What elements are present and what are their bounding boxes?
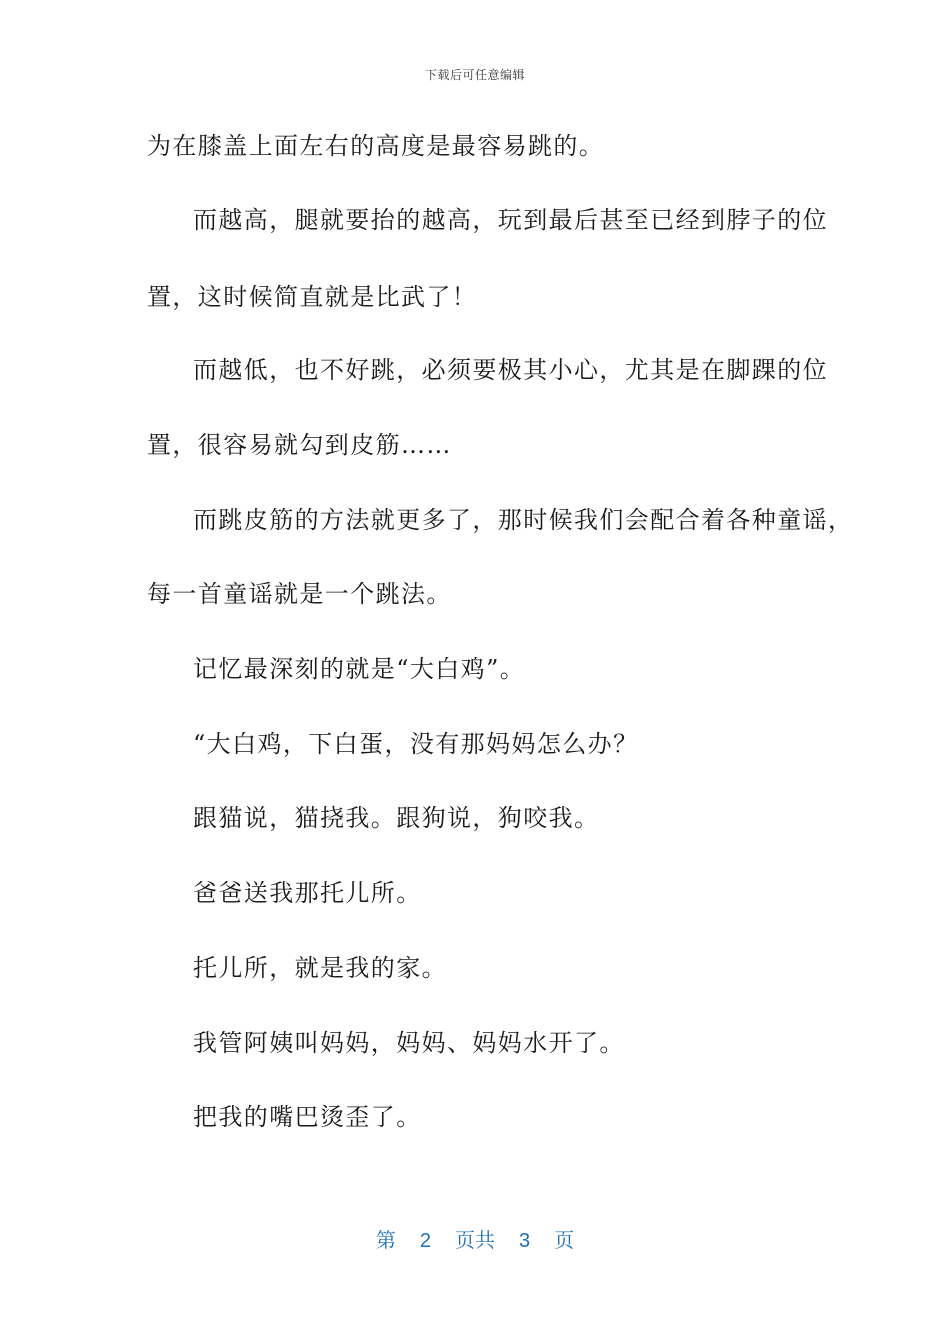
body-line: 而跳皮筋的方法就更多了，那时候我们会配合着各种童谣， xyxy=(193,506,854,534)
footer-di: 第 xyxy=(375,1230,396,1252)
body-line: 置，这时候简直就是比武了！ xyxy=(147,283,478,311)
body-line: 为在膝盖上面左右的高度是最容易跳的。 xyxy=(147,132,605,160)
body-line: 每一首童谣就是一个跳法。 xyxy=(147,580,452,608)
body-line: 跟猫说，猫挠我。跟狗说，狗咬我。 xyxy=(193,804,600,832)
footer-current-page: 2 xyxy=(419,1230,431,1252)
body-line: 我管阿姨叫妈妈，妈妈、妈妈水开了。 xyxy=(193,1029,625,1057)
footer-ye: 页 xyxy=(554,1230,575,1252)
body-line: “大白鸡，下白蛋，没有那妈妈怎么办？ xyxy=(193,730,639,758)
body-line: 而越高，腿就要抬的越高，玩到最后甚至已经到脖子的位 xyxy=(193,206,828,234)
footer-total-pages: 3 xyxy=(519,1230,531,1252)
page-number-footer xyxy=(0,1224,950,1253)
body-line: 爸爸送我那托儿所。 xyxy=(193,879,422,907)
body-line: 托儿所，就是我的家。 xyxy=(193,954,447,982)
page-header-note: 下载后可任意编辑 xyxy=(424,68,525,82)
body-line: 把我的嘴巴烫歪了。 xyxy=(193,1103,422,1131)
footer-ye-gong: 页共 xyxy=(455,1230,495,1252)
body-line: 而越低，也不好跳，必须要极其小心，尤其是在脚踝的位 xyxy=(193,356,828,384)
body-line: 置，很容易就勾到皮筋…… xyxy=(147,431,452,459)
body-line: 记忆最深刻的就是“大白鸡”。 xyxy=(193,655,526,683)
